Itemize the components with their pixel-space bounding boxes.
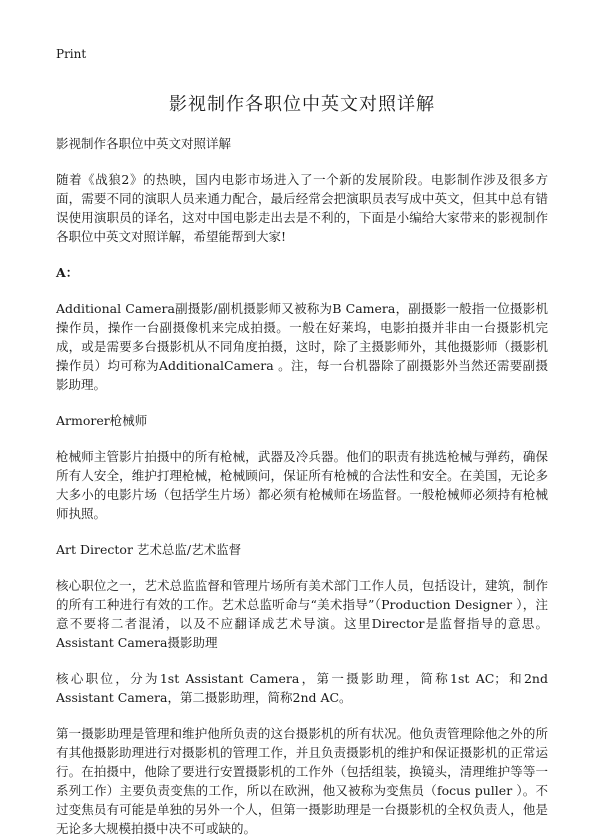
paragraph-art-director: 核心职位之一，艺术总监监督和管理片场所有美术部门工作人员，包括设计，建筑，制作的所有工种进行有效的工作。艺术总监听命与“美术指导”（Production Designer ），注意不要将二者混淆，以及不应翻译成艺术导演。这里Director是监督指导的意思。Assistant Camera摄影助理: [56, 578, 548, 650]
paragraph-additional-camera: Additional Camera副摄影/副机摄影师又被称为B Camera，副摄影一般指一位摄影机操作员，操作一台副摄像机来完成拍摄。一般在好莱坞，电影拍摄并非由一台摄影机完成，或是需要多台摄影机从不同角度拍摄，这时，除了主摄影师外，其他摄影师（摄影机操作员）均可称为AdditionalCamera 。注，每一台机器除了副摄影外当然还需要副摄影助理。: [56, 301, 548, 392]
heading-armorer: Armorer枪械师: [56, 413, 148, 428]
article-subtitle: 影视制作各职位中英文对照详解: [56, 136, 232, 151]
print-link[interactable]: Print: [56, 47, 87, 61]
paragraph-armorer: 枪械师主管影片拍摄中的所有枪械，武器及冷兵器。他们的职责有挑选枪械与弹药，确保所有人安全，维护打理枪械，枪械顾问，保证所有枪械的合法性和安全。在美国，无论多大多小的电影片场（包括学生片场）都必须有枪械师在场监督。一般枪械师必须持有枪械师执照。: [56, 449, 548, 521]
intro-paragraph: 随着《战狼2》的热映，国内电影市场进入了一个新的发展阶段。电影制作涉及很多方面，需要不同的演职人员来通力配合，最后经常会把演职员表写成中英文，但其中总有错误使用演职员的译名，这对中国电影走出去是不利的，下面是小编给大家带来的影视制作各职位中英文对照详解，希望能帮到大家!: [56, 172, 548, 244]
page-title: 影视制作各职位中英文对照详解: [169, 94, 435, 115]
document-page: [56, 46, 548, 838]
section-heading-a: A：: [56, 265, 79, 280]
paragraph-first-ac: 第一摄影助理是管理和维护他所负责的这台摄影机的所有状况。他负责管理除他之外的所有其他摄影助理进行对摄影机的管理工作，并且负责摄影机的维护和保证摄影机的正常运行。在拍摄中，他除了要进行安置摄影机的工作外（包括组装，换镜头，清理维护等等一系列工作）主要负责变焦的工作，所以在欧洲，他又被称为变焦员（focus puller ）。不过变焦员有可能是单独的另外一个人，但第一摄影助理是一台摄影机的全权负责人，他是无论多大规模拍摄中决不可或缺的。: [56, 726, 548, 836]
paragraph-assistant-camera: 核心职位，分为1st Assistant Camera，第一摄影助理，简称1st AC；和2nd Assistant Camera，第二摄影助理，简称2nd AC。: [56, 671, 548, 705]
heading-art-director: Art Director 艺术总监/艺术监督: [56, 542, 242, 557]
